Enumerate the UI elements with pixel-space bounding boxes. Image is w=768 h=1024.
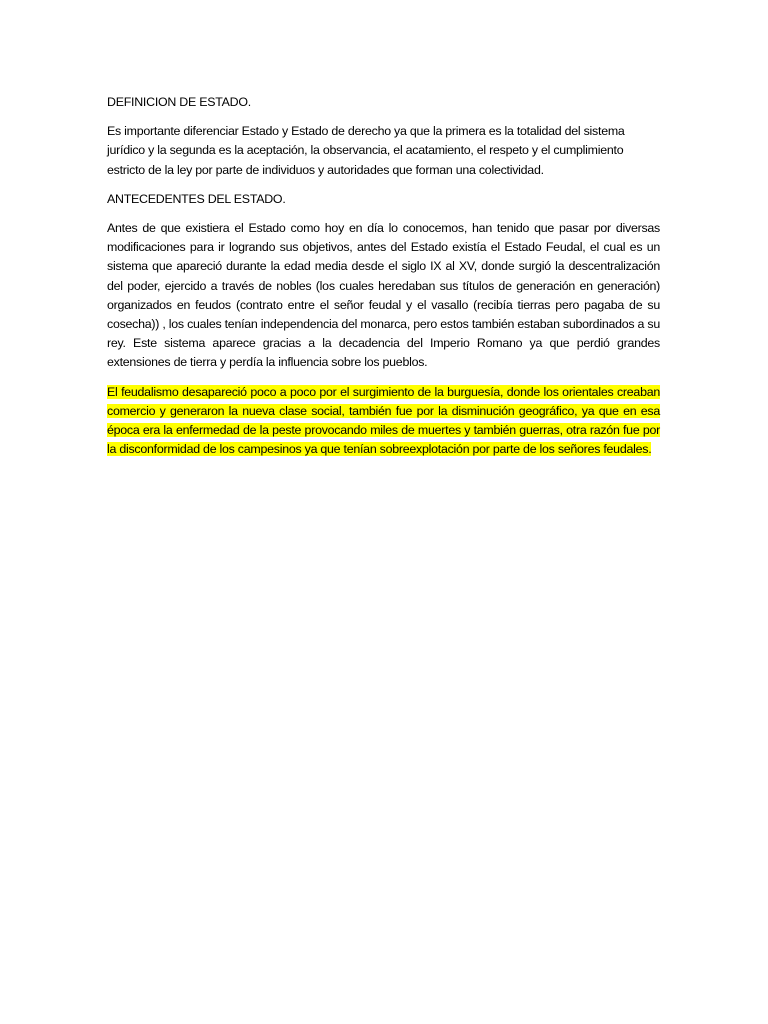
paragraph-definicion: Es importante diferenciar Estado y Estado de derecho ya que la primera es la totalidad del sistema jurídico y la segunda es la aceptación, la observancia, el acatamiento, el respeto y el cumplimiento estricto de la ley por parte de individuos y autoridades que forman una colectividad.: [107, 124, 625, 177]
heading-definicion: DEFINICION DE ESTADO.: [107, 95, 251, 109]
highlighted-text: El feudalismo desapareció poco a poco por el surgimiento de la burguesía, donde los orientales creaban comercio y generaron la nueva clase social, también fue por la disminución geográfico, ya que en esa época era la enfermedad de la peste provocando miles de muertes y también guerras, otra razón fue por la disconformidad de los campesinos ya que tenían sobreexplotación por parte de los señores feudales.: [107, 384, 660, 457]
document-page: [107, 93, 660, 469]
paragraph-antecedentes: Antes de que existiera el Estado como hoy en día lo conocemos, han tenido que pasar por diversas modificaciones para ir logrando sus objetivos, antes del Estado existía el Estado Feudal, el cual es un sistema que apareció durante la edad media desde el siglo IX al XV, donde surgió la descentralización del poder, ejercido a través de nobles (los cuales heredaban sus títulos de generación en generación) organizados en feudos (contrato entre el señor feudal y el vasallo (recibía tierras pero pagaba de su cosecha)) , los cuales tenían independencia del monarca, pero estos también estaban subordinados a su rey. Este sistema aparece gracias a la decadencia del Imperio Romano ya que perdió grandes extensiones de tierra y perdía la influencia sobre los pueblos.: [107, 221, 660, 370]
heading-antecedentes: ANTECEDENTES DEL ESTADO.: [107, 191, 286, 206]
paragraph-feudalismo: [107, 383, 660, 460]
